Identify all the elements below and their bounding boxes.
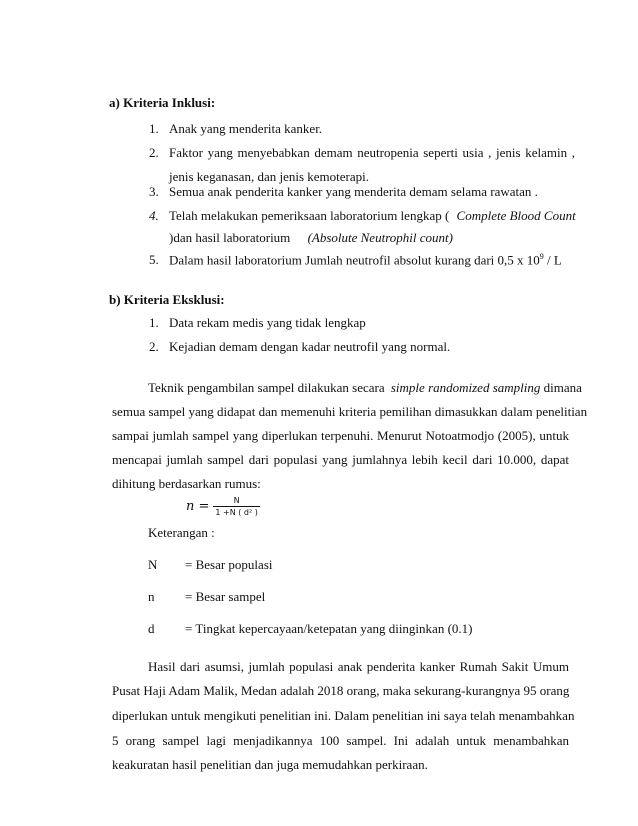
list-text	[169, 252, 562, 268]
paragraph-line: sampai jumlah sampel yang diperlukan terpenuhi. Menurut Notoatmodjo (2005), untuk	[112, 428, 569, 443]
paragraph-line: diperlukan untuk mengikuti penelitian ini. Dalam penelitian ini saya telah menambahkan	[112, 708, 575, 723]
paragraph-line: keakuratan hasil penelitian dan juga memudahkan perkiraan.	[112, 757, 428, 772]
formula-fraction	[213, 496, 259, 517]
list-text: Semua anak penderita kanker yang menderita demam selama rawatan .	[169, 184, 538, 199]
inclusion-heading: a) Kriteria Inklusi:	[109, 95, 216, 110]
list-number: 3.	[149, 184, 159, 199]
list-text-part: / L	[543, 252, 562, 268]
list-text: Faktor yang menyebabkan demam neutropenia seperti usia , jenis kelamin ,	[169, 145, 575, 160]
list-text: Data rekam medis yang tidak lengkap	[169, 315, 366, 330]
formula-denominator: 1 +N ( d² )	[215, 508, 258, 517]
legend-key: n	[148, 589, 155, 604]
formula-lhs: n =	[186, 499, 210, 514]
paragraph-line: 5 orang sampel lagi menjadikannya 100 sampel. Ini adalah untuk menambahkan	[112, 733, 569, 748]
legend-key: d	[148, 621, 155, 636]
legend-value: = Tingkat kepercayaan/ketepatan yang diinginkan (0.1)	[185, 621, 473, 636]
list-number: 1.	[149, 121, 159, 136]
paragraph-line: semua sampel yang didapat dan memenuhi kriteria pemilihan dimasukkan dalam penelitian	[112, 404, 588, 419]
list-text: Kejadian demam dengan kadar neutrofil yang normal.	[169, 339, 451, 354]
paragraph-line: dihitung berdasarkan rumus:	[112, 476, 261, 491]
list-number: 4.	[149, 208, 159, 223]
text-run: Teknik pengambilan sampel dilakukan secara	[148, 380, 385, 395]
list-number: 2.	[149, 339, 159, 354]
sample-size-formula	[186, 496, 260, 517]
list-number: 2.	[149, 145, 159, 160]
legend-key: N	[148, 557, 158, 572]
list-text	[169, 208, 576, 224]
paragraph-line: mencapai jumlah sampel dari populasi yang jumlahnya lebih kecil dari 10.000, dapat	[112, 452, 569, 467]
exclusion-heading: b) Kriteria Eksklusi:	[109, 292, 225, 307]
legend-value: = Besar populasi	[185, 557, 273, 572]
paragraph-line: Hasil dari asumsi, jumlah populasi anak penderita kanker Rumah Sakit Umum	[148, 659, 569, 674]
legend-title: Keterangan :	[148, 525, 215, 540]
paragraph-line: Pusat Haji Adam Malik, Medan adalah 2018 orang, maka sekurang-kurangnya 95 orang	[112, 683, 570, 698]
list-text: Anak yang menderita kanker.	[169, 121, 323, 136]
list-text-continued: jenis keganasan, dan jenis kemoterapi.	[169, 169, 369, 184]
text-run: dimana	[540, 380, 582, 395]
formula-numerator: N	[233, 496, 240, 505]
list-number: 5.	[149, 252, 159, 267]
list-text-part: Telah melakukan pemeriksaan laboratorium lengkap (	[169, 208, 450, 223]
superscript: 9	[539, 252, 544, 261]
list-text-part: Dalam hasil laboratorium Jumlah neutrofil absolut kurang dari 0,5 x 10	[169, 252, 540, 268]
text-run-italic: simple randomized sampling	[390, 380, 541, 395]
list-text-continued	[169, 230, 453, 246]
list-text-italic: (Absolute Neutrophil count)	[307, 230, 453, 245]
paragraph-line	[148, 380, 582, 396]
list-number: 1.	[149, 315, 159, 330]
legend-value: = Besar sampel	[185, 589, 266, 604]
list-text-italic: Complete Blood Count	[456, 208, 576, 223]
list-text-part: )dan hasil laboratorium	[169, 230, 291, 245]
